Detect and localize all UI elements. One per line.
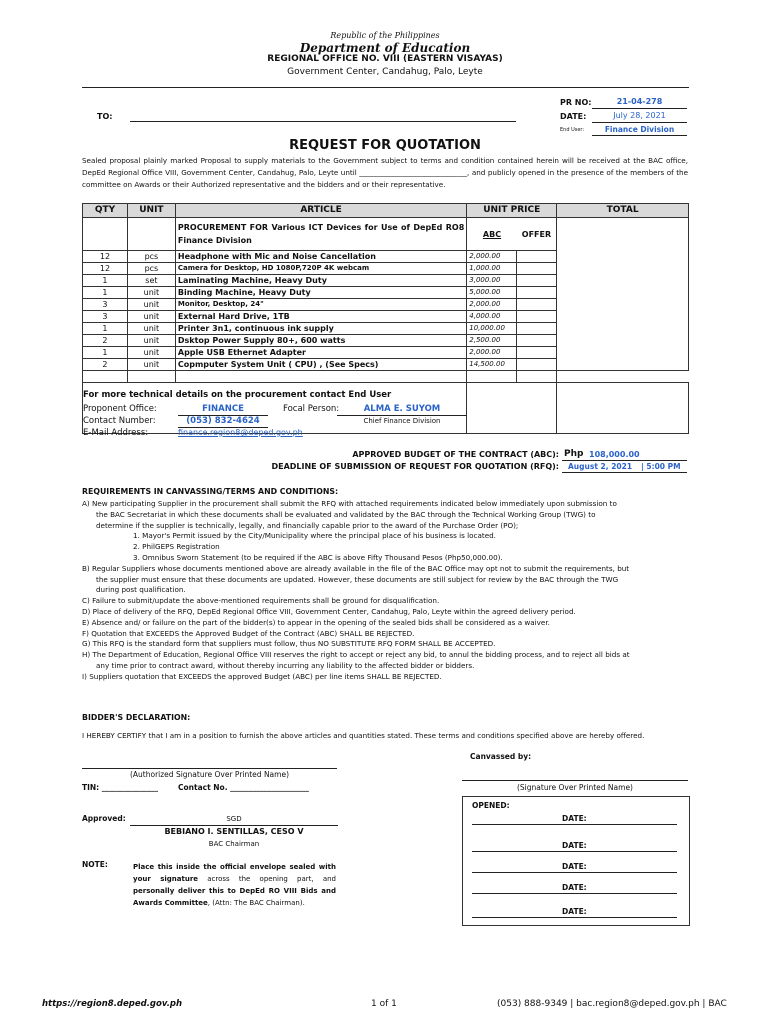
- requirement-line: any time prior to contract award, without thereby incurring any liability to the affected bidder or bidders.: [96, 660, 475, 670]
- intro-paragraph: Sealed proposal plainly marked Proposal to supply materials to the Government subject to terms and condition contained herein will be received at the BAC office, DepEd Regional Office VIII, Government Center, Candahug, Palo, Leyte until ______________________________, and publicly opened in the presence of the members of the committee on Awards or their Authorized representative and the bidders and or their representative.: [82, 156, 688, 189]
- row-abc: 2,000.00: [467, 299, 517, 311]
- abc-header: ABC: [482, 229, 502, 239]
- page-title: REQUEST FOR QUOTATION: [289, 138, 481, 153]
- abc-currency: Php: [564, 449, 584, 459]
- table-header-row: [83, 204, 689, 218]
- row-unit: unit: [127, 359, 175, 371]
- row-offer[interactable]: [517, 287, 557, 299]
- requirement-line: 1. Mayor's Permit issued by the City/Municipality where the principal place of his business is located.: [133, 531, 496, 541]
- row-article: External Hard Drive, 1TB: [175, 311, 466, 323]
- footer-page: 1 of 1: [371, 999, 397, 1009]
- spacer-row: [83, 371, 689, 383]
- requirements-title: REQUIREMENTS IN CANVASSING/TERMS AND CONDITIONS:: [82, 487, 339, 496]
- row-article: Camera for Desktop, HD 1080P,720P 4K webcam: [175, 263, 466, 275]
- office-value: FINANCE: [202, 404, 244, 414]
- offer-header: OFFER: [517, 218, 557, 251]
- tin-field[interactable]: TIN: _______________: [82, 783, 159, 792]
- row-abc: 5,000.00: [467, 287, 517, 299]
- row-article: Laminating Machine, Heavy Duty: [175, 275, 466, 287]
- col-unit: UNIT: [127, 204, 175, 218]
- row-qty: 1: [83, 275, 128, 287]
- enduser-label: End User:: [560, 127, 585, 133]
- row-abc: 2,000.00: [467, 251, 517, 263]
- date-label-2: DATE:: [562, 841, 587, 850]
- row-unit: unit: [127, 347, 175, 359]
- row-qty: 2: [83, 359, 128, 371]
- row-qty: 1: [83, 347, 128, 359]
- requirement-line: C) Failure to submit/update the above-mentioned requirements shall be ground for disqualification.: [82, 596, 440, 606]
- number-label: Contact Number:: [83, 416, 156, 426]
- row-qty: 12: [83, 251, 128, 263]
- row-unit: unit: [127, 323, 175, 335]
- row-article: Printer 3n1, continuous ink supply: [175, 323, 466, 335]
- declaration-text: I HEREBY CERTIFY that I am in a position to furnish the above articles and quantities stated. These terms and conditions specified above are hereby offered.: [82, 731, 645, 740]
- focal-label: Focal Person:: [283, 404, 340, 414]
- number-value: (053) 832-4624: [186, 416, 260, 426]
- row-abc: 10,000.00: [467, 323, 517, 335]
- deadline-underline: [562, 472, 687, 473]
- date-line-4: [472, 893, 677, 894]
- row-qty: 2: [83, 335, 128, 347]
- sgd-mark: SGD: [226, 815, 242, 823]
- row-article: Binding Machine, Heavy Duty: [175, 287, 466, 299]
- row-offer[interactable]: [517, 359, 557, 371]
- row-qty: 3: [83, 311, 128, 323]
- deadline-label: DEADLINE OF SUBMISSION OF REQUEST FOR QUOTATION (RFQ):: [271, 462, 559, 471]
- date-line-1: [472, 824, 677, 825]
- row-article: Headphone with Mic and Noise Cancellation: [175, 251, 466, 263]
- row-qty: 1: [83, 287, 128, 299]
- email-label: E-Mail Address:: [83, 428, 149, 438]
- to-line: [130, 121, 516, 122]
- pr-label: PR NO:: [560, 98, 592, 107]
- email-link[interactable]: finance.region8@deped.gov.ph: [178, 428, 303, 437]
- note-text: Place this inside the official envelope sealed with your signature across the opening part, and personally deliver this to DepEd RO VIII Bids and Awards Committee, (Attn: The BAC Chairman).: [133, 863, 336, 907]
- deadline-date: August 2, 2021: [568, 462, 633, 471]
- date-underline: [592, 122, 687, 123]
- requirement-line: G) This RFQ is the standard form that suppliers must follow, thus NO SUBSTITUTE RFQ FORM SHALL BE ACCEPTED.: [82, 639, 496, 649]
- canvassed-by: Canvassed by:: [470, 752, 532, 761]
- requirement-line: E) Absence and/ or failure on the part of the bidder(s) to appear in the opening of the sealed bids shall be considered as a waiver.: [82, 617, 550, 627]
- col-unit-price: UNIT PRICE: [467, 204, 557, 218]
- row-qty: 12: [83, 263, 128, 275]
- requirement-line: during post qualification.: [96, 585, 186, 595]
- row-unit: unit: [127, 311, 175, 323]
- row-unit: unit: [127, 335, 175, 347]
- row-offer[interactable]: [517, 263, 557, 275]
- region-title: REGIONAL OFFICE NO. VIII (EASTERN VISAYAS): [267, 54, 503, 64]
- row-unit: pcs: [127, 263, 175, 275]
- header-divider: [82, 87, 689, 88]
- row-abc: 2,000.00: [467, 347, 517, 359]
- approver-name: BEBIANO I. SENTILLAS, CESO V: [164, 827, 304, 836]
- date-line-5: [472, 917, 677, 918]
- row-abc: 3,000.00: [467, 275, 517, 287]
- auth-sig-caption: (Authorized Signature Over Printed Name): [129, 770, 289, 779]
- row-unit: set: [127, 275, 175, 287]
- enduser-underline: [592, 135, 687, 136]
- requirement-line: the supplier must ensure that these documents are updated. However, these documents are still subject for review by the BAC through the TWG: [96, 574, 619, 584]
- row-offer[interactable]: [517, 299, 557, 311]
- row-offer[interactable]: [517, 323, 557, 335]
- republic-line: Republic of the Philippines: [330, 31, 440, 40]
- date-line-3: [472, 872, 677, 873]
- date-label: DATE:: [560, 112, 587, 121]
- office-label: Proponent Office:: [83, 404, 157, 414]
- contact-title: For more technical details on the procurement contact End User: [83, 390, 392, 400]
- note-label: NOTE:: [82, 860, 108, 869]
- date-label-4: DATE:: [562, 883, 587, 892]
- row-abc: 14,500.00: [467, 359, 517, 371]
- requirement-line: F) Quotation that EXCEEDS the Approved Budget of the Contract (ABC) SHALL BE REJECTED.: [82, 628, 415, 638]
- col-article: ARTICLE: [175, 204, 466, 218]
- row-offer[interactable]: [517, 335, 557, 347]
- date-label-1: DATE:: [562, 814, 587, 823]
- canvasser-sig-line: [462, 780, 688, 781]
- canvasser-sig-caption: (Signature Over Printed Name): [517, 783, 633, 792]
- to-label: TO:: [97, 112, 113, 121]
- requirement-line: I) Suppliers quotation that EXCEEDS the approved Budget (ABC) per line items SHALL BE REJECTED.: [82, 671, 442, 681]
- approver-sig-line: [130, 825, 338, 826]
- row-abc: 2,500.00: [467, 335, 517, 347]
- pr-underline: [592, 108, 687, 109]
- row-unit: unit: [127, 287, 175, 299]
- requirement-line: determine if the supplier is technically, legally, and financially capable prior to the award of the Purchase Order (PO);: [96, 520, 519, 530]
- row-offer[interactable]: [517, 347, 557, 359]
- row-qty: 3: [83, 299, 128, 311]
- date-label-5: DATE:: [562, 907, 587, 916]
- procurement-row: [83, 218, 689, 251]
- requirements-list: [82, 499, 682, 683]
- approved-label: Approved:: [82, 814, 126, 823]
- row-abc: 4,000.00: [467, 311, 517, 323]
- requirement-line: D) Place of delivery of the RFQ, DepEd Regional Office VIII, Government Center, Candahug, Palo, Leyte within the agreed delivery period.: [82, 606, 576, 616]
- row-article: Monitor, Desktop, 24": [175, 299, 466, 311]
- row-unit: unit: [127, 299, 175, 311]
- requirement-line: B) Regular Suppliers whose documents mentioned above are already available in the file of the BAC Office may opt not to submit the requirements, but: [82, 563, 630, 573]
- row-offer[interactable]: [517, 275, 557, 287]
- row-unit: pcs: [127, 251, 175, 263]
- footer-contact: (053) 888-9349 | bac.region8@deped.gov.ph | BAC: [497, 999, 727, 1009]
- requirement-line: the BAC Secretariat in which these documents shall be evaluated and validated by the BAC through the Technical Working Group (TWG) to: [96, 509, 596, 519]
- row-article: Copmputer System Unit ( CPU) , (See Specs): [175, 359, 466, 371]
- date-value: July 28, 2021: [613, 111, 666, 120]
- focal-underline: [337, 415, 467, 416]
- office-address: Government Center, Candahug, Palo, Leyte: [287, 67, 483, 77]
- row-offer[interactable]: [517, 311, 557, 323]
- col-qty: QTY: [83, 204, 128, 218]
- deadline-time: | 5:00 PM: [641, 462, 681, 471]
- requirement-line: H) The Department of Education, Regional Office VIII reserves the right to accept or reject any bid, to annul the bidding process, and to reject all bids at: [82, 650, 630, 660]
- abc-label: APPROVED BUDGET OF THE CONTRACT (ABC):: [352, 450, 559, 459]
- procurement-title: PROCUREMENT FOR Various ICT Devices for Use of DepEd RO8 Finance Division: [175, 218, 466, 251]
- focal-value: ALMA E. SUYOM: [363, 404, 441, 414]
- opened-label: OPENED:: [472, 801, 510, 810]
- requirement-line: 2. PhilGEPS Registration: [133, 542, 220, 552]
- date-label-3: DATE:: [562, 862, 587, 871]
- row-article: Apple USB Ethernet Adapter: [175, 347, 466, 359]
- contact-no-field[interactable]: Contact No. _____________________: [178, 783, 309, 792]
- auth-sig-line: [82, 768, 337, 769]
- row-article: Dsktop Power Supply 80+, 600 watts: [175, 335, 466, 347]
- abc-underline: [562, 460, 687, 461]
- requirement-line: 3. Omnibus Sworn Statement (to be required if the ABC is above Fifty Thousand Pesos (Php50,000.00).: [133, 552, 503, 562]
- focal-title: Chief Finance Division: [363, 417, 441, 425]
- declaration-title: BIDDER'S DECLARATION:: [82, 713, 191, 722]
- pr-value: 21-04-278: [616, 97, 663, 106]
- row-qty: 1: [83, 323, 128, 335]
- date-line-2: [472, 851, 677, 852]
- row-abc: 1,000.00: [467, 263, 517, 275]
- abc-total-value: 108,000.00: [589, 450, 640, 459]
- enduser-value: Finance Division: [604, 125, 675, 134]
- footer-url[interactable]: https://region8.deped.gov.ph: [42, 999, 183, 1009]
- requirement-line: A) New participating Supplier in the procurement shall submit the RFQ with attached requirements indicated below immediately upon submission to: [82, 499, 617, 508]
- department-title: Department of Education: [299, 41, 471, 55]
- approver-title: BAC Chairman: [208, 840, 260, 848]
- col-total: TOTAL: [557, 204, 689, 218]
- row-offer[interactable]: [517, 251, 557, 263]
